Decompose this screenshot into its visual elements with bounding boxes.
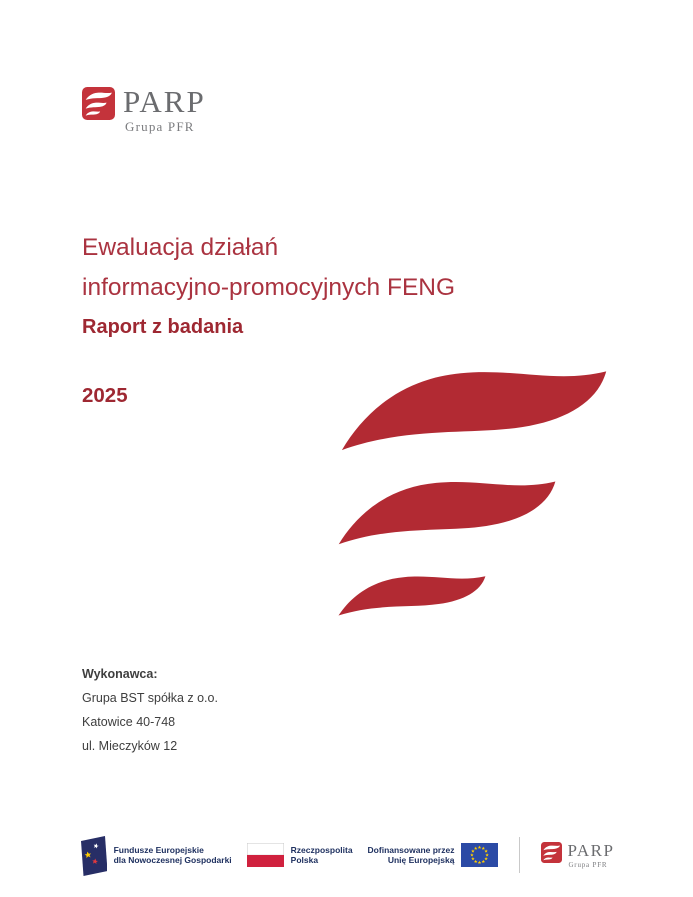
parp-flag-watermark-icon bbox=[334, 366, 614, 622]
contractor-line: ul. Mieczyków 12 bbox=[82, 739, 178, 753]
page-title-line1: Ewaluacja działań bbox=[82, 234, 279, 261]
contractor-line: Grupa BST spółka z o.o. bbox=[82, 691, 218, 705]
contractor-label: Wykonawca: bbox=[82, 667, 158, 681]
eu-funds-line2: dla Nowoczesnej Gospodarki bbox=[113, 855, 232, 865]
title-block bbox=[82, 228, 562, 342]
page-subtitle: Raport z badania bbox=[82, 316, 244, 338]
parp-footer-name: PARP bbox=[567, 840, 615, 860]
eu-funds-flag-icon bbox=[79, 835, 107, 876]
eu-cofunding-label bbox=[368, 845, 455, 866]
parp-footer-subtitle: Grupa PFR bbox=[568, 860, 608, 869]
eu-funds-logo bbox=[79, 835, 232, 876]
page-title-line2: informacyjno-promocyjnych FENG bbox=[82, 274, 456, 301]
parp-wordmark bbox=[123, 84, 206, 135]
eu-cofunding-line1: Dofinansowane przez bbox=[367, 844, 455, 855]
contractor-line: Katowice 40-748 bbox=[82, 715, 176, 729]
parp-footer-wordmark bbox=[567, 842, 614, 869]
parp-name: PARP bbox=[123, 84, 206, 119]
parp-subtitle: Grupa PFR bbox=[125, 119, 195, 134]
poland-line2: Polska bbox=[290, 855, 319, 865]
parp-footer-logo bbox=[541, 842, 614, 869]
eu-cofunding-logo bbox=[368, 843, 499, 867]
footer-divider bbox=[519, 837, 520, 873]
eu-cofunding-line2: Unię Europejską bbox=[387, 855, 455, 865]
poland-flag-icon bbox=[247, 843, 284, 867]
poland-line1: Rzeczpospolita bbox=[290, 844, 353, 855]
eu-funds-line1: Fundusze Europejskie bbox=[113, 844, 204, 855]
parp-waves-icon-small bbox=[541, 842, 562, 863]
poland-logo bbox=[247, 843, 353, 867]
eu-funds-label bbox=[114, 845, 232, 866]
eu-flag-icon bbox=[461, 843, 498, 867]
parp-logo bbox=[82, 84, 206, 135]
report-year: 2025 bbox=[82, 384, 128, 407]
poland-label bbox=[291, 845, 353, 866]
parp-waves-icon bbox=[82, 87, 115, 120]
footer-logos bbox=[0, 831, 693, 879]
contractor-block bbox=[82, 662, 218, 758]
